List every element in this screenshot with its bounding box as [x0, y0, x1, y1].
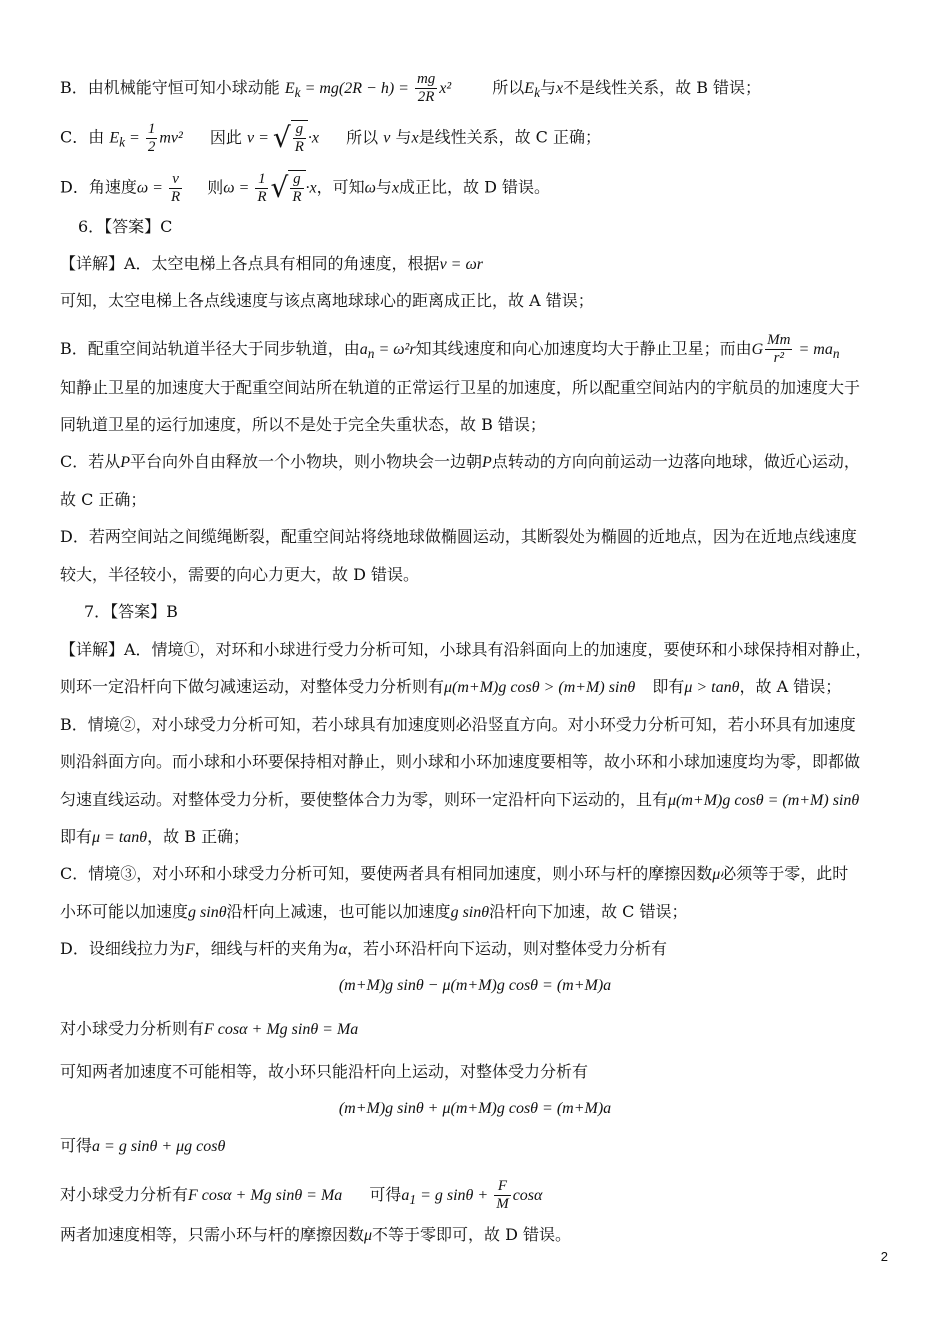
formula-sub: k — [294, 85, 301, 101]
sqrt: √ $\frac{g}{R}$ — [270, 170, 305, 206]
text-line: 可知两者加速度不可能相等，故小环只能沿杆向上运动，对整体受力分析有 — [60, 1062, 589, 1081]
line-7-c-end: 小环可能以加速度g sinθ沿杆向上减速，也可能以加速度g sinθ沿杆向下加速，故 C 错误； — [60, 902, 688, 921]
fraction: $\frac{1}{R}$ — [257, 170, 267, 205]
line-7-d-result: 可得a = g sinθ + μg cosθ — [60, 1136, 226, 1155]
line-7-a: 则环一定沿杆向下做匀减速运动，对整体受力分析则有μ(m+M)g cosθ > (m+M) sinθ 即有μ > tanθ，故 A 错误； — [60, 677, 842, 696]
text: 所以 — [492, 78, 525, 97]
fraction: $\frac{v}{R}$ — [170, 170, 181, 205]
line-c-velocity: C．由 $E_k$ = $\frac{1}{2}$ mv² 因此 v = √ $\frac{g}{R}$ ·x 所以 v 与x是线性关系，故 C 正确； — [60, 120, 601, 155]
text-line: 则沿斜面方向。而小球和小环要保持相对静止，则小球和小环加速度要相等，故小环和小球加速度均为零，即都做 — [60, 752, 861, 771]
formula-var: E — [284, 80, 295, 97]
text: B．由机械能守恒可知小球动能 — [60, 78, 280, 97]
answer-6: 6．【答案】C — [78, 217, 173, 236]
sqrt: √ $\frac{g}{R}$ — [273, 120, 308, 156]
line-d-angular-velocity: D．角速度ω = $\frac{v}{R}$ 则ω = $\frac{1}{R}$ √ $\frac{g}{R}$ ·x，可知ω与x成正比，故 D 错误。 — [60, 170, 551, 205]
text-line: D．若两空间站之间缆绳断裂，配重空间站将绕地球做椭圆运动，其断裂处为椭圆的近地点，因为在近地点线速度 — [60, 527, 857, 546]
formula: = mg(2R − h) = — [300, 80, 413, 97]
text-line: 故 C 正确； — [60, 490, 147, 509]
line-7-d: D．设细线拉力为F，细线与杆的夹角为α，若小环沿杆向下运动，则对整体受力分析有 — [60, 939, 668, 958]
fraction: $\frac{mg}{2R}$ — [416, 71, 436, 105]
equation-1: (m+M)g sinθ − μ(m+M)g cosθ = (m+M)a — [338, 977, 612, 994]
line-7-b: 匀速直线运动。对整体受力分析，要使整体合力为零，则环一定沿杆向下运动的，且有μ(m+M)g cosθ = (m+M) sinθ — [60, 790, 860, 809]
line-b-kinetic-energy: B．由机械能守恒可知小球动能 $E_k = mg(2R - h)$ = $\frac{mg}{2R}$ x² 所以$E_k$与x不是线性关系，故 B 错误； — [60, 71, 762, 105]
text-line: 同轨道卫星的运行加速度，所以不是处于完全失重状态，故 B 错误； — [60, 415, 546, 434]
line-6-c: C．若从P平台向外自由释放一个小物块，则小物块会一边朝P点转动的方向向前运动一边落向地球，做近心运动， — [60, 452, 860, 471]
line-6-b: B．配重空间站轨道半径大于同步轨道，由$a_n = \omega^2r$知其线速度和向心加速度均大于静止卫星；而由G $\frac{Mm}{\text{r²}}$ = $ma_n$ — [60, 332, 840, 366]
fraction: $\frac{F}{M}$ — [496, 1178, 509, 1212]
line-6-detail-a: 【详解】A．太空电梯上各点具有相同的角速度，根据v = ωr — [60, 254, 483, 273]
text-line: 知静止卫星的加速度大于配重空间站所在轨道的正常运行卫星的加速度，所以配重空间站内的宇航员的加速度大于 — [60, 378, 861, 397]
text-line: 较大，半径较小，需要的向心力更大，故 D 错误。 — [60, 565, 420, 584]
text: C．由 — [60, 127, 105, 147]
text: D．角速度 — [60, 177, 137, 197]
text-line: B．情境②，对小球受力分析可知，若小球具有加速度则必沿竖直方向。对小环受力分析可知，若小环具有加速度 — [60, 715, 856, 734]
fraction: $\frac{Mm}{\text{r²}}$ — [767, 332, 791, 366]
fraction: $\frac{1}{2}$ — [147, 120, 156, 155]
line-7-d-ball-2: 对小球受力分析有F cosα + Mg sinθ = Ma 可得$a_1 = g$ sinθ + $\frac{F}{M}$ cosα — [60, 1178, 543, 1212]
text-line: 可知，太空电梯上各点线速度与该点离地球球心的距离成正比，故 A 错误； — [60, 291, 594, 310]
text: 不是线性关系，故 B 错误； — [563, 78, 762, 97]
text: 所以 — [346, 127, 379, 147]
text-line: 【详解】A．情境①，对环和小球进行受力分析可知，小球具有沿斜面向上的加速度，要使环和小球保持相对静止， — [60, 640, 872, 659]
line-7-d-conclusion: 两者加速度相等，只需小环与杆的摩擦因数μ不等于零即可，故 D 错误。 — [60, 1225, 572, 1244]
line-7-c: C．情境③，对小环和小球受力分析可知，要使两者具有相同加速度，则小环与杆的摩擦因数μ必须等于零，此时 — [60, 864, 849, 883]
line-7-d-ball: 对小球受力分析则有F cosα + Mg sinθ = Ma — [60, 1019, 359, 1038]
answer-7: 7．【答案】B — [84, 602, 178, 621]
equation-2: (m+M)g sinθ + μ(m+M)g cosθ = (m+M)a — [338, 1100, 612, 1117]
text: 因此 — [209, 127, 242, 147]
page-number: 2 — [880, 1249, 888, 1264]
text: 则 — [207, 177, 224, 197]
formula: x² — [439, 80, 452, 97]
line-7-b-end: 即有μ = tanθ，故 B 正确； — [60, 827, 250, 846]
